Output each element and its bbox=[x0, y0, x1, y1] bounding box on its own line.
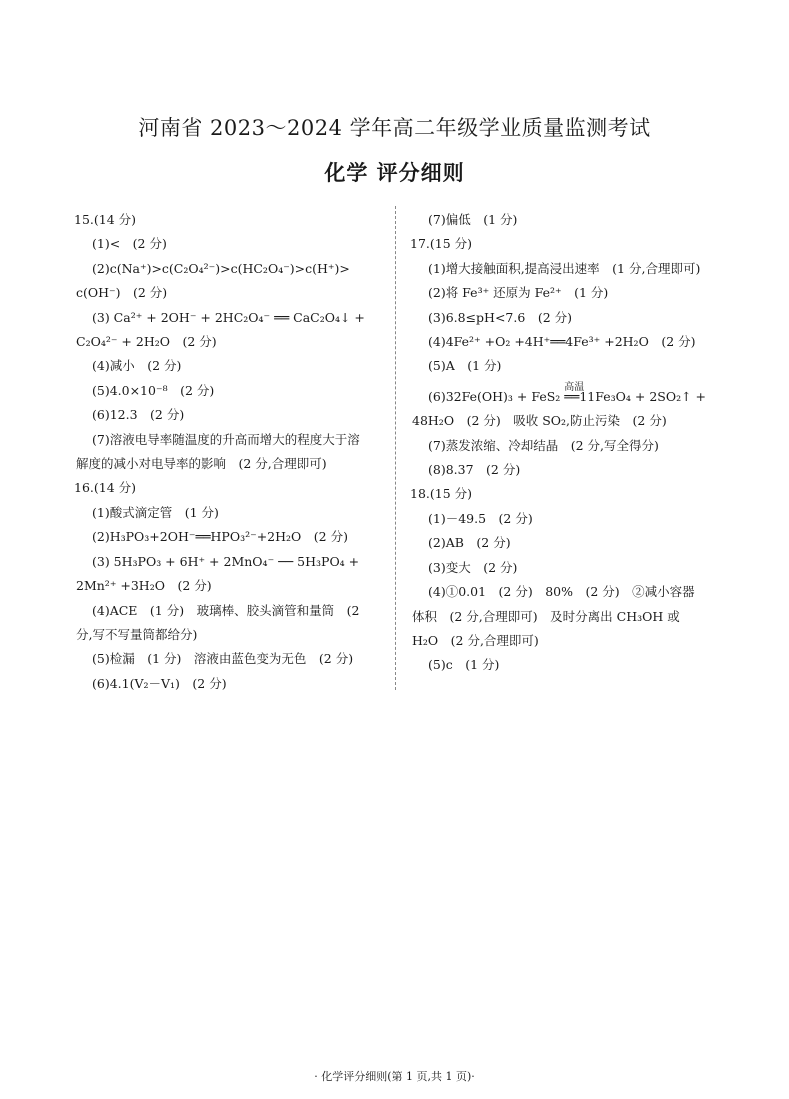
q18-answer-2: (2)AB (2 分) bbox=[428, 535, 511, 551]
q17-answer-8: (8)8.37 (2 分) bbox=[428, 462, 521, 478]
q18-answer-1: (1)－49.5 (2 分) bbox=[428, 510, 533, 526]
q18-answer-4-cont: 体积 (2 分,合理即可) 及时分离出 CH₃OH 或 bbox=[412, 608, 680, 624]
q17-answer-4: (4)4Fe²⁺ +O₂ +4H⁺══4Fe³⁺ +2H₂O (2 分) bbox=[428, 334, 696, 350]
q15-answer-3-cont: C₂O₄²⁻ + 2H₂O (2 分) bbox=[76, 334, 217, 350]
q15-answer-5: (5)4.0×10⁻⁸ (2 分) bbox=[92, 382, 215, 398]
page-title: 河南省 2023～2024 学年高二年级学业质量监测考试 bbox=[138, 116, 651, 140]
q17-answer-3: (3)6.8≤pH<7.6 (2 分) bbox=[428, 309, 572, 325]
q15-answer-7: (7)溶液电导率随温度的升高而增大的程度大于溶 bbox=[92, 431, 360, 447]
q15-answer-6: (6)12.3 (2 分) bbox=[92, 407, 185, 423]
page-footer: · 化学评分细则(第 1 页,共 1 页)· bbox=[314, 1070, 475, 1083]
q16-answer-3: (3) 5H₃PO₃ + 6H⁺ + 2MnO₄⁻ ── 5H₃PO₄ + bbox=[92, 553, 360, 569]
column-divider bbox=[395, 206, 396, 690]
q15-answer-4: (4)减小 (2 分) bbox=[92, 358, 182, 374]
q15-answer-7-cont: 解度的减小对电导率的影响 (2 分,合理即可) bbox=[76, 456, 327, 472]
q17-answer-6 bbox=[410, 381, 720, 409]
q17-heading: 17.(15 分) bbox=[410, 236, 473, 252]
reaction-arrow bbox=[564, 381, 585, 409]
q18-answer-3: (3)变大 (2 分) bbox=[428, 559, 518, 575]
q16-answer-4: (4)ACE (1 分) 玻璃棒、胶头滴管和量筒 (2 bbox=[92, 602, 360, 618]
q15-answer-3: (3) Ca²⁺ + 2OH⁻ + 2HC₂O₄⁻ ══ CaC₂O₄↓ + bbox=[92, 309, 365, 325]
q18-answer-4-cont2: H₂O (2 分,合理即可) bbox=[412, 632, 539, 648]
q16-answer-1: (1)酸式滴定管 (1 分) bbox=[92, 504, 219, 520]
q16-answer-4-cont: 分,写不写量筒都给分) bbox=[76, 626, 198, 642]
q17-answer-6-part2: 11Fe₃O₄ + 2SO₂↑ + bbox=[579, 388, 707, 404]
q17-answer-7: (7)蒸发浓缩、冷却结晶 (2 分,写全得分) bbox=[428, 437, 659, 453]
page-subtitle: 化学 评分细则 bbox=[324, 161, 465, 185]
q15-answer-2-cont: c(OH⁻) (2 分) bbox=[76, 285, 168, 301]
left-column bbox=[74, 208, 386, 696]
q17-answer-1: (1)增大接触面积,提高浸出速率 (1 分,合理即可) bbox=[428, 260, 701, 276]
q16-heading: 16.(14 分) bbox=[74, 480, 137, 496]
q17-answer-5: (5)A (1 分) bbox=[428, 358, 502, 374]
q15-heading: 15.(14 分) bbox=[74, 212, 137, 227]
q17-answer-6-part1: (6)32Fe(OH)₃ + FeS₂ bbox=[428, 388, 565, 404]
q15-answer-2: (2)c(Na⁺)>c(C₂O₄²⁻)>c(HC₂O₄⁻)>c(H⁺)> bbox=[92, 260, 350, 276]
q16-answer-7: (7)偏低 (1 分) bbox=[428, 212, 518, 227]
q15-answer-1: (1)< (2 分) bbox=[92, 236, 167, 252]
q16-answer-2: (2)H₃PO₃+2OH⁻══HPO₃²⁻+2H₂O (2 分) bbox=[92, 529, 348, 545]
q18-answer-4: (4)①0.01 (2 分) 80% (2 分) ②减小容器 bbox=[428, 584, 695, 600]
q17-answer-2: (2)将 Fe³⁺ 还原为 Fe²⁺ (1 分) bbox=[428, 285, 609, 301]
reaction-equals: ══ bbox=[564, 388, 580, 404]
q16-answer-5: (5)检漏 (1 分) 溶液由蓝色变为无色 (2 分) bbox=[92, 651, 354, 667]
q16-answer-6: (6)4.1(V₂－V₁) (2 分) bbox=[92, 675, 227, 691]
right-column bbox=[410, 208, 720, 678]
q18-heading: 18.(15 分) bbox=[410, 486, 473, 502]
reaction-condition: 高温 bbox=[564, 381, 585, 393]
q18-answer-5: (5)c (1 分) bbox=[428, 657, 500, 673]
q16-answer-3-cont: 2Mn²⁺ +3H₂O (2 分) bbox=[76, 578, 212, 594]
q17-answer-6-cont: 48H₂O (2 分) 吸收 SO₂,防止污染 (2 分) bbox=[412, 413, 667, 429]
